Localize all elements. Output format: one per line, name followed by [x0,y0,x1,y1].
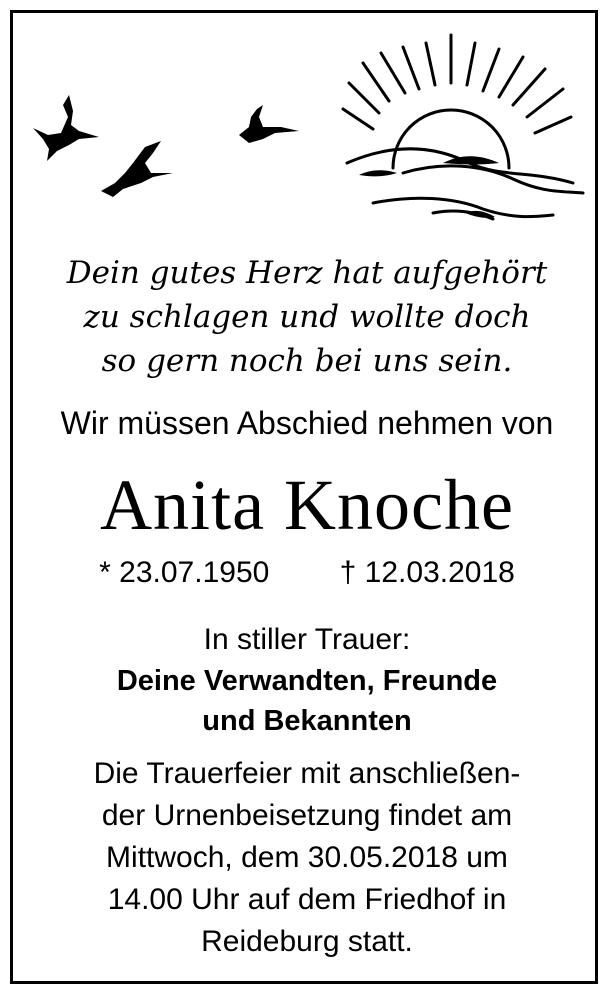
memorial-verse [13,251,601,383]
verse-line: Dein gutes Herz hat aufgehört [66,255,548,291]
verse-line: zu schlagen und wollte doch [83,299,531,335]
sunset-illustration [13,13,601,243]
mourners-line: und Bekannten [202,705,412,737]
verse-line: so gern noch bei uns sein. [101,343,513,379]
birth-date: * 23.07.1950 [99,556,270,589]
service-line: 14.00 Uhr auf dem Friedhof in [107,883,507,916]
funeral-service-info [13,753,601,963]
farewell-intro: Wir müssen Abschied nehmen von [60,405,554,441]
sun-icon [393,110,509,168]
mourners [13,661,601,741]
death-date: † 12.03.2018 [339,556,515,589]
service-line: Mittwoch, dem 30.05.2018 um [106,841,508,874]
obituary-notice [10,10,598,984]
deceased-name: Anita Knoche [100,465,514,545]
service-line: der Urnenbeisetzung findet am [101,799,513,832]
life-dates [13,553,601,593]
mourning-label: In stiller Trauer: [203,623,411,656]
mourners-line: Deine Verwandten, Freunde [116,665,498,697]
service-line: Reideburg statt. [201,925,413,958]
service-line: Die Trauerfeier mit anschließen- [93,757,521,790]
